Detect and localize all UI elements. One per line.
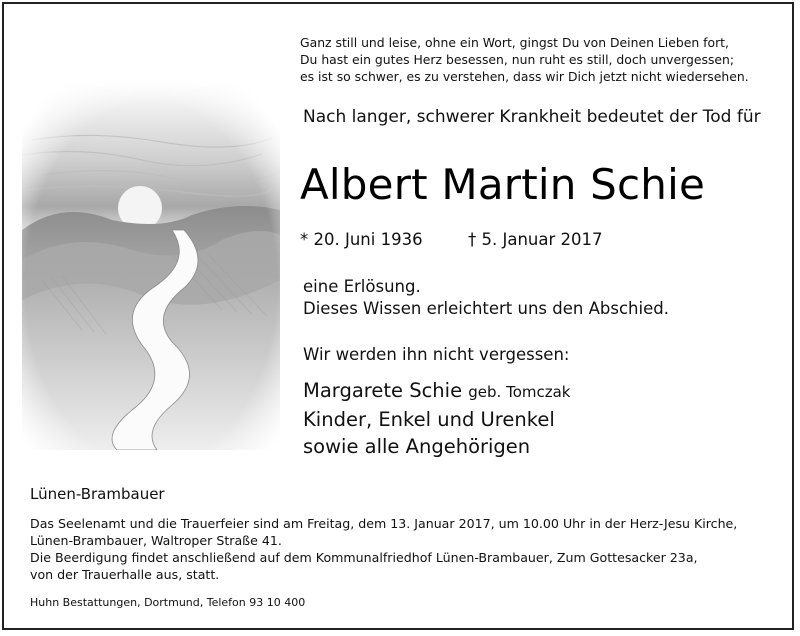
spouse-name: Margarete Schie	[303, 379, 463, 402]
poem-line: es ist so schwer, es zu verstehen, dass wir Dich jetzt nicht wiedersehen.	[300, 69, 749, 84]
deceased-name: Albert Martin Schie	[300, 160, 706, 209]
landscape-sketch-image	[22, 80, 280, 450]
details-line: Die Beerdigung findet anschließend auf dem Kommunalfriedhof Lünen-Brambauer, Zum Gottesacker 23a,	[30, 550, 698, 565]
details-line: Das Seelenamt und die Trauerfeier sind am Freitag, dem 13. Januar 2017, um 10.00 Uhr in der Herz-Jesu Kirche,	[30, 516, 738, 531]
poem-line: Du hast ein gutes Herz besessen, nun ruht es still, doch unvergessen;	[300, 52, 735, 67]
message	[303, 276, 669, 320]
mourners	[303, 377, 571, 460]
message-line: eine Erlösung.	[303, 277, 421, 296]
message-line: Dieses Wissen erleichtert uns den Abschied.	[303, 299, 669, 318]
intro-text: Nach langer, schwerer Krankheit bedeutet der Tod für	[303, 107, 761, 127]
place-name: Lünen-Brambauer	[30, 485, 165, 503]
undertaker-info: Huhn Bestattungen, Dortmund, Telefon 93 10 400	[30, 596, 306, 609]
mourner-family: Kinder, Enkel und Urenkel	[303, 408, 555, 431]
poem-line: Ganz still und leise, ohne ein Wort, gingst Du von Deinen Lieben fort,	[300, 35, 729, 50]
mourner-relatives: sowie alle Angehörigen	[303, 435, 531, 458]
remembrance-text: Wir werden ihn nicht vergessen:	[303, 345, 570, 364]
funeral-details	[30, 515, 737, 583]
spouse-maiden-name: geb. Tomczak	[468, 383, 571, 401]
poem	[300, 34, 749, 85]
birth-date: * 20. Juni 1936	[300, 230, 423, 249]
details-line: von der Trauerhalle aus, statt.	[30, 567, 220, 582]
mourner-spouse	[303, 377, 571, 406]
death-date: † 5. Januar 2017	[468, 230, 603, 249]
details-line: Lünen-Brambauer, Waltroper Straße 41.	[30, 533, 282, 548]
